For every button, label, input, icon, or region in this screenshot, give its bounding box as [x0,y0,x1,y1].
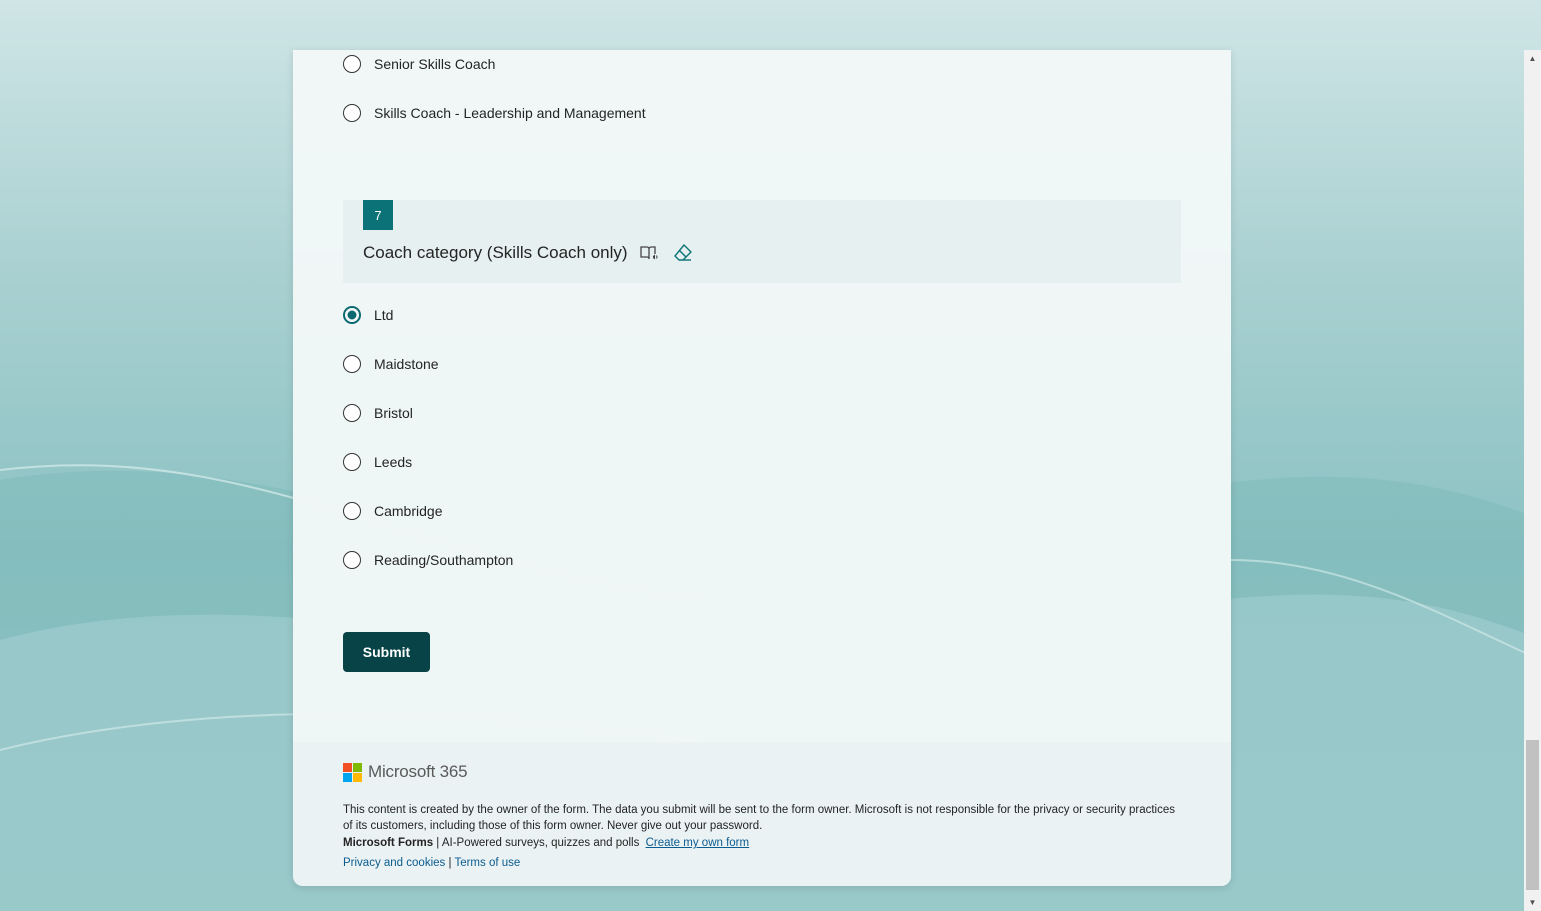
option-maidstone[interactable] [343,352,439,376]
immersive-reader-icon[interactable] [638,242,660,264]
footer [293,742,1231,886]
scroll-up-arrow-icon[interactable]: ▲ [1528,54,1537,63]
form-card [293,50,1231,886]
forms-line [343,837,749,849]
microsoft-365-logo [343,762,467,782]
option-bristol[interactable] [343,401,413,425]
question-number: 7 [363,200,393,230]
link-separator: | [445,857,455,869]
question-title-row [363,242,694,264]
option-label: Ltd [374,307,394,323]
microsoft-logo-icon [343,763,362,782]
option-label: Bristol [374,405,413,421]
option-cambridge[interactable] [343,499,442,523]
radio-button[interactable] [343,355,361,373]
option-senior-skills-coach[interactable] [343,52,495,76]
option-label: Maidstone [374,356,439,372]
radio-button[interactable] [343,104,361,122]
legal-links [343,857,520,869]
forms-name: Microsoft Forms [343,837,434,849]
option-label: Leeds [374,454,413,470]
option-reading-southampton[interactable] [343,548,513,572]
radio-button[interactable] [343,502,361,520]
forms-tagline: | AI-Powered surveys, quizzes and polls [433,837,640,849]
option-label: Senior Skills Coach [374,56,496,72]
eraser-icon[interactable] [672,242,694,264]
privacy-link[interactable]: Privacy and cookies [343,857,446,869]
radio-button-selected[interactable] [343,306,361,324]
radio-button[interactable] [343,55,361,73]
radio-button[interactable] [343,453,361,471]
option-label: Cambridge [374,503,443,519]
submit-button[interactable]: Submit [343,632,430,672]
brand-name: Microsoft 365 [368,762,468,781]
option-leeds[interactable] [343,450,412,474]
disclaimer-text: This content is created by the owner of the form. The data you submit will be sent to the form owner. Microsoft is not responsible for the privacy or security practices of its customers, including those of this form owner. Never give out your password. [343,804,1175,832]
terms-link[interactable]: Terms of use [454,857,521,869]
create-form-link[interactable]: Create my own form [645,837,750,849]
radio-button[interactable] [343,404,361,422]
option-label: Reading/Southampton [374,552,514,568]
question-header [343,200,1181,283]
option-skills-coach-leadership[interactable] [343,101,646,125]
scrollbar-thumb[interactable] [1526,740,1539,890]
option-ltd[interactable] [343,303,393,327]
vertical-scrollbar[interactable] [1524,50,1541,911]
option-label: Skills Coach - Leadership and Management [374,105,646,121]
question-title: Coach category (Skills Coach only) [363,243,628,262]
scroll-down-arrow-icon[interactable]: ▼ [1528,898,1537,907]
radio-button[interactable] [343,551,361,569]
